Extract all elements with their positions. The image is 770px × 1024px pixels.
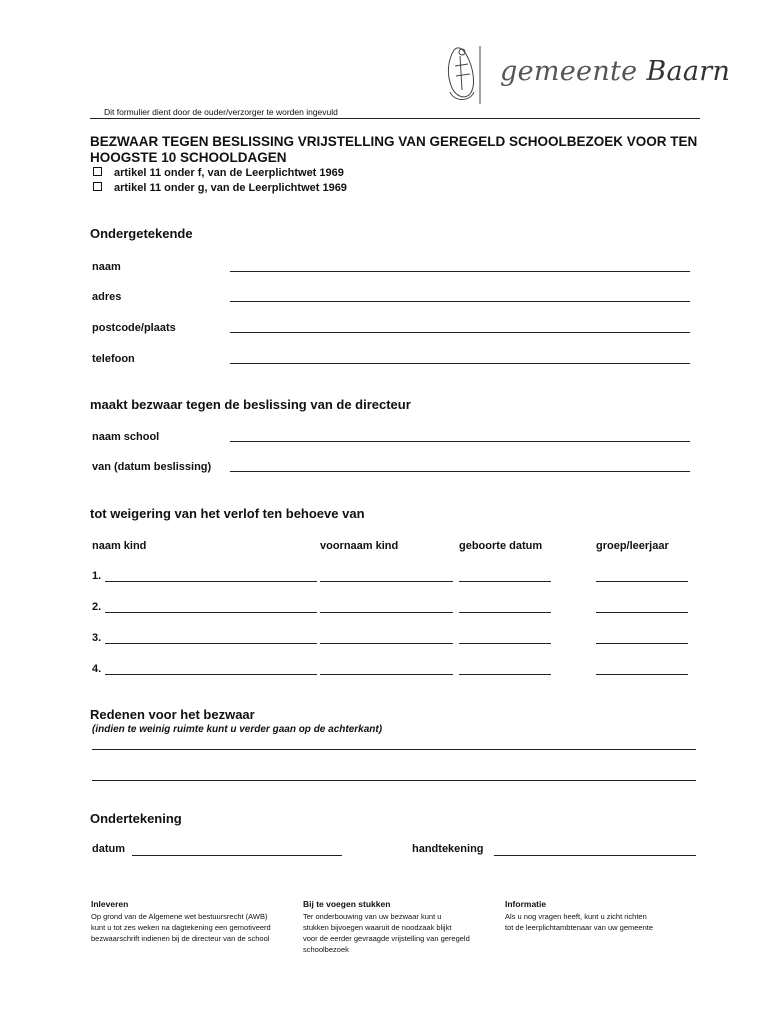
field-label-naam: naam — [92, 261, 121, 273]
child-3-voornaam-line[interactable] — [320, 643, 453, 644]
field-label-datum: datum — [92, 843, 125, 855]
checkbox-icon[interactable] — [93, 182, 102, 191]
child-1-naam-line[interactable] — [105, 581, 317, 582]
field-label-naam-school: naam school — [92, 431, 160, 443]
section-subtitle-redenen: (indien te weinig ruimte kunt u verder gaan op de achterkant) — [92, 724, 383, 735]
child-2-voornaam-line[interactable] — [320, 612, 453, 613]
field-line-postcode-plaats[interactable] — [230, 332, 690, 333]
option-artikel-g[interactable]: artikel 11 onder g, van de Leerplichtwet 1969 — [93, 182, 347, 194]
child-row-number: 2. — [92, 601, 102, 613]
footer-heading-stukken: Bij te voegen stukken — [303, 899, 391, 909]
footer-text-inleveren: Op grond van de Algemene wet bestuursrecht (AWB) kunt u tot zes weken na dagtekening een gemotiveerd bezwaarschrift indienen bij de directeur van de school — [91, 912, 271, 943]
footer-heading-inleveren: Inleveren — [91, 899, 129, 909]
section-heading-ondertekening: Ondertekening — [90, 811, 182, 826]
column-header-voornaam-kind: voornaam kind — [320, 540, 399, 552]
instruction-note: Dit formulier dient door de ouder/verzorger te worden ingevuld — [104, 107, 338, 117]
coat-of-arms-icon — [448, 46, 480, 104]
field-line-naam-school[interactable] — [230, 441, 690, 442]
field-label-telefoon: telefoon — [92, 353, 135, 365]
section-heading-verlof: tot weigering van het verlof ten behoeve van — [90, 506, 365, 521]
field-label-postcode-plaats: postcode/plaats — [92, 322, 176, 334]
child-4-naam-line[interactable] — [105, 674, 317, 675]
form-title: BEZWAAR TEGEN BESLISSING VRIJSTELLING VAN GEREGELD SCHOOLBEZOEK VOOR TEN HOOGSTE 10 SCHOOLDAGEN — [90, 134, 698, 165]
child-row-number: 1. — [92, 570, 102, 582]
child-2-geboorte-line[interactable] — [459, 612, 551, 613]
column-header-naam-kind: naam kind — [92, 540, 147, 552]
column-header-geboorte-datum: geboorte datum — [459, 540, 543, 552]
child-row-number: 4. — [92, 663, 102, 675]
child-4-voornaam-line[interactable] — [320, 674, 453, 675]
child-4-geboorte-line[interactable] — [459, 674, 551, 675]
reason-line-2[interactable] — [92, 780, 696, 781]
child-3-groep-line[interactable] — [596, 643, 688, 644]
section-heading-bezwaar: maakt bezwaar tegen de beslissing van de directeur — [90, 397, 411, 412]
child-4-groep-line[interactable] — [596, 674, 688, 675]
field-line-datum[interactable] — [132, 855, 342, 856]
footer-text-informatie: Als u nog vragen heeft, kunt u zicht richten tot de leerplichtambtenaar van uw gemeente — [505, 912, 654, 932]
field-label-handtekening: handtekening — [412, 843, 484, 855]
child-3-geboorte-line[interactable] — [459, 643, 551, 644]
field-label-datum-beslissing: van (datum beslissing) — [92, 461, 212, 473]
section-heading-ondergetekende: Ondergetekende — [90, 226, 193, 241]
field-line-adres[interactable] — [230, 301, 690, 302]
logo-text: gemeente Baarn — [500, 56, 731, 87]
child-2-naam-line[interactable] — [105, 612, 317, 613]
field-line-naam[interactable] — [230, 271, 690, 272]
field-line-telefoon[interactable] — [230, 363, 690, 364]
field-label-adres: adres — [92, 291, 122, 303]
checkbox-icon[interactable] — [93, 167, 102, 176]
field-line-datum-beslissing[interactable] — [230, 471, 690, 472]
child-1-groep-line[interactable] — [596, 581, 688, 582]
reason-line-1[interactable] — [92, 749, 696, 750]
child-3-naam-line[interactable] — [105, 643, 317, 644]
field-line-handtekening[interactable] — [494, 855, 696, 856]
column-header-groep-leerjaar: groep/leerjaar — [596, 540, 669, 552]
child-1-geboorte-line[interactable] — [459, 581, 551, 582]
section-heading-redenen: Redenen voor het bezwaar — [90, 707, 255, 722]
footer-text-stukken: Ter onderbouwing van uw bezwaar kunt u stukken bijvoegen waaruit de noodzaak blijkt voor de eerder gevraagde vrijstelling van geregeld schoolbezoek — [303, 912, 470, 954]
header-divider — [90, 118, 700, 119]
footer-heading-informatie: Informatie — [505, 899, 547, 909]
option-artikel-f[interactable]: artikel 11 onder f, van de Leerplichtwet 1969 — [93, 167, 344, 179]
child-1-voornaam-line[interactable] — [320, 581, 453, 582]
child-row-number: 3. — [92, 632, 102, 644]
child-2-groep-line[interactable] — [596, 612, 688, 613]
